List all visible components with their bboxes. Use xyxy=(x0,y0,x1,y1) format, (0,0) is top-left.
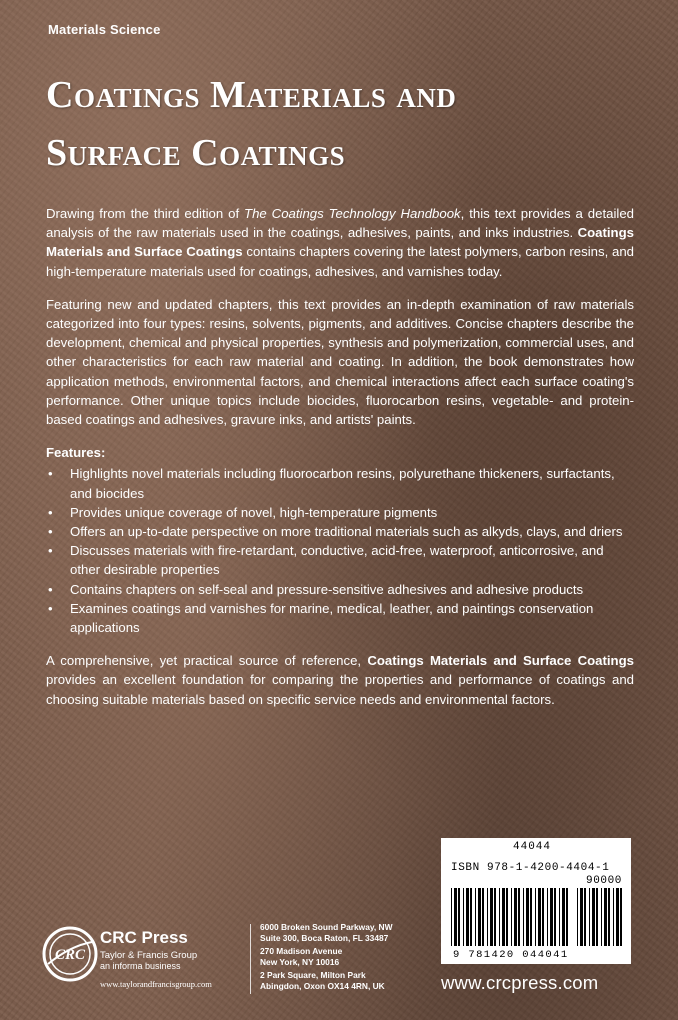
address-line: 2 Park Square, Milton Park xyxy=(260,970,366,980)
barcode-bar xyxy=(475,888,476,946)
barcode-bar xyxy=(499,888,500,946)
barcode-digits: 9 781420 044041 xyxy=(453,949,569,961)
feature-item xyxy=(46,522,634,541)
feature-text: Discusses materials with fire-retardant, conductive, acid-free, waterproof, anticorrosive, and other desirable properties xyxy=(70,543,604,578)
barcode-bar xyxy=(613,888,614,946)
isbn-barcode xyxy=(441,838,631,964)
barcode-bar xyxy=(542,888,544,946)
barcode-bar xyxy=(463,888,464,946)
publisher-addresses xyxy=(260,922,393,994)
feature-text: Contains chapters on self-seal and pressure-sensitive adhesives and adhesive products xyxy=(70,581,584,597)
book-title xyxy=(46,66,646,182)
description xyxy=(46,204,634,723)
barcode-bar xyxy=(494,888,496,946)
crc-logo xyxy=(40,924,100,984)
features-heading: Features: xyxy=(46,445,106,461)
barcode-bar xyxy=(506,888,508,946)
barcode-bar xyxy=(616,888,619,946)
barcode-bar xyxy=(550,888,553,946)
intro-text-3: contains chapters covering the latest polymers, carbon resins, and high-temperature materials used for coatings, adhesives, and varnishes today. xyxy=(46,244,634,279)
barcode-bar xyxy=(580,888,583,946)
bullet-icon: • xyxy=(48,600,53,616)
barcode-bar xyxy=(487,888,488,946)
barcode-bar xyxy=(530,888,532,946)
feature-item xyxy=(46,503,634,522)
barcode-bars xyxy=(449,888,623,950)
intro-paragraph xyxy=(46,204,634,281)
title-line-2: Surface Coatings xyxy=(46,132,346,174)
barcode-bar xyxy=(502,888,505,946)
isbn-number: ISBN 978-1-4200-4404-1 xyxy=(451,862,610,874)
barcode-bar xyxy=(523,888,524,946)
address-line: Abingdon, Oxon OX14 4RN, UK xyxy=(260,980,385,991)
barcode-bar xyxy=(566,888,568,946)
title-line-1: Coatings Materials and xyxy=(46,74,457,116)
closing-text-1: A comprehensive, yet practical source of reference, xyxy=(46,653,368,669)
feature-item xyxy=(46,541,634,579)
address-line: 6000 Broken Sound Parkway, NW xyxy=(260,922,393,932)
intro-book-title: Coatings Materials and Surface Coatings xyxy=(46,225,634,260)
intro-text-2: , this text provides a detailed analysis of the raw materials used in the coatings, adhesives, paints, and inks industries. xyxy=(46,206,634,241)
feature-text: Examines coatings and varnishes for marine, medical, leather, and paintings conservation applications xyxy=(70,600,594,636)
crc-logo-icon xyxy=(40,924,100,984)
publisher-brand xyxy=(100,928,197,971)
barcode-bar xyxy=(559,888,560,946)
handbook-title: The Coatings Technology Handbook xyxy=(244,206,461,221)
publisher-name: CRC Press xyxy=(100,928,188,947)
features-list xyxy=(46,464,634,637)
barcode-bar xyxy=(454,888,457,946)
feature-item xyxy=(46,599,634,637)
address-line: 270 Madison Avenue xyxy=(260,946,343,956)
barcode-bar xyxy=(478,888,481,946)
barcode-bar xyxy=(482,888,484,946)
publisher-url[interactable]: www.taylorandfrancisgroup.com xyxy=(100,979,212,989)
barcode-bar xyxy=(596,888,598,946)
feature-item xyxy=(46,464,634,502)
barcode-bar xyxy=(490,888,493,946)
barcode-bar xyxy=(562,888,565,946)
barcode-bar xyxy=(608,888,610,946)
feature-item xyxy=(46,580,634,599)
bullet-icon: • xyxy=(48,466,53,482)
second-paragraph: Featuring new and updated chapters, this text provides an in-depth examination of raw materials categorized into four types: resins, solvents, pigments, and additives. Concise chapters describe the development, chemical and physical properties, synthesis and polymerization, commercial uses, and other characteristics for each raw material and coating. In addition, the book demonstrates how application methods, environmental factors, and chemical interactions affect each surface coating's performance. Other unique topics include biocides, fluorocarbon resins, vegetable- and protein-based coatings and adhesives, gravure inks, and artists' paints. xyxy=(46,296,634,428)
barcode-bar xyxy=(601,888,602,946)
divider xyxy=(250,924,251,994)
address-block xyxy=(260,922,393,943)
barcode-bar xyxy=(466,888,469,946)
publisher-group: Taylor & Francis Group xyxy=(100,950,198,961)
bullet-icon: • xyxy=(48,581,53,597)
barcode-bar xyxy=(458,888,460,946)
barcode-bar xyxy=(584,888,586,946)
barcode-bar xyxy=(526,888,529,946)
feature-text: Highlights novel materials including fluorocarbon resins, polyurethane thickeners, surfactants, and biocides xyxy=(70,466,615,501)
address-line: New York, NY 10016 xyxy=(260,956,340,967)
bullet-icon: • xyxy=(48,504,53,520)
barcode-bar xyxy=(620,888,622,946)
bullet-icon: • xyxy=(48,524,53,540)
address-block xyxy=(260,946,393,967)
publisher-business: an informa business xyxy=(100,961,181,971)
bullet-icon: • xyxy=(48,543,53,559)
barcode-bar xyxy=(577,888,578,946)
closing-paragraph xyxy=(46,651,634,709)
barcode-bar xyxy=(514,888,517,946)
barcode-bar xyxy=(511,888,512,946)
barcode-bar xyxy=(470,888,472,946)
barcode-bar xyxy=(589,888,590,946)
feature-text: Offers an up-to-date perspective on more traditional materials such as alkyds, clays, and driers xyxy=(70,524,623,540)
barcode-bar xyxy=(592,888,595,946)
intro-text-1: Drawing from the third edition of xyxy=(46,206,245,221)
barcode-bar xyxy=(451,888,452,946)
address-block xyxy=(260,970,393,991)
barcode-code: 44044 xyxy=(513,841,552,853)
barcode-bar xyxy=(554,888,556,946)
barcode-bar xyxy=(547,888,548,946)
closing-text-2: provides an excellent foundation for comparing the properties and performance of coatings and choosing suitable materials based on specific service needs and environmental factors. xyxy=(46,672,634,707)
price-code: 90000 xyxy=(586,875,623,887)
barcode-bar xyxy=(604,888,607,946)
logo-text: CRC xyxy=(54,947,86,963)
barcode-bar xyxy=(538,888,541,946)
closing-book-title: Coatings Materials and Surface Coatings xyxy=(367,653,634,669)
barcode-bar xyxy=(535,888,536,946)
address-line: Suite 300, Boca Raton, FL 33487 xyxy=(260,932,389,943)
feature-text: Provides unique coverage of novel, high-temperature pigments xyxy=(70,504,438,520)
website-url[interactable]: www.crcpress.com xyxy=(441,972,599,993)
barcode-bar xyxy=(518,888,520,946)
category-label: Materials Science xyxy=(48,22,161,37)
